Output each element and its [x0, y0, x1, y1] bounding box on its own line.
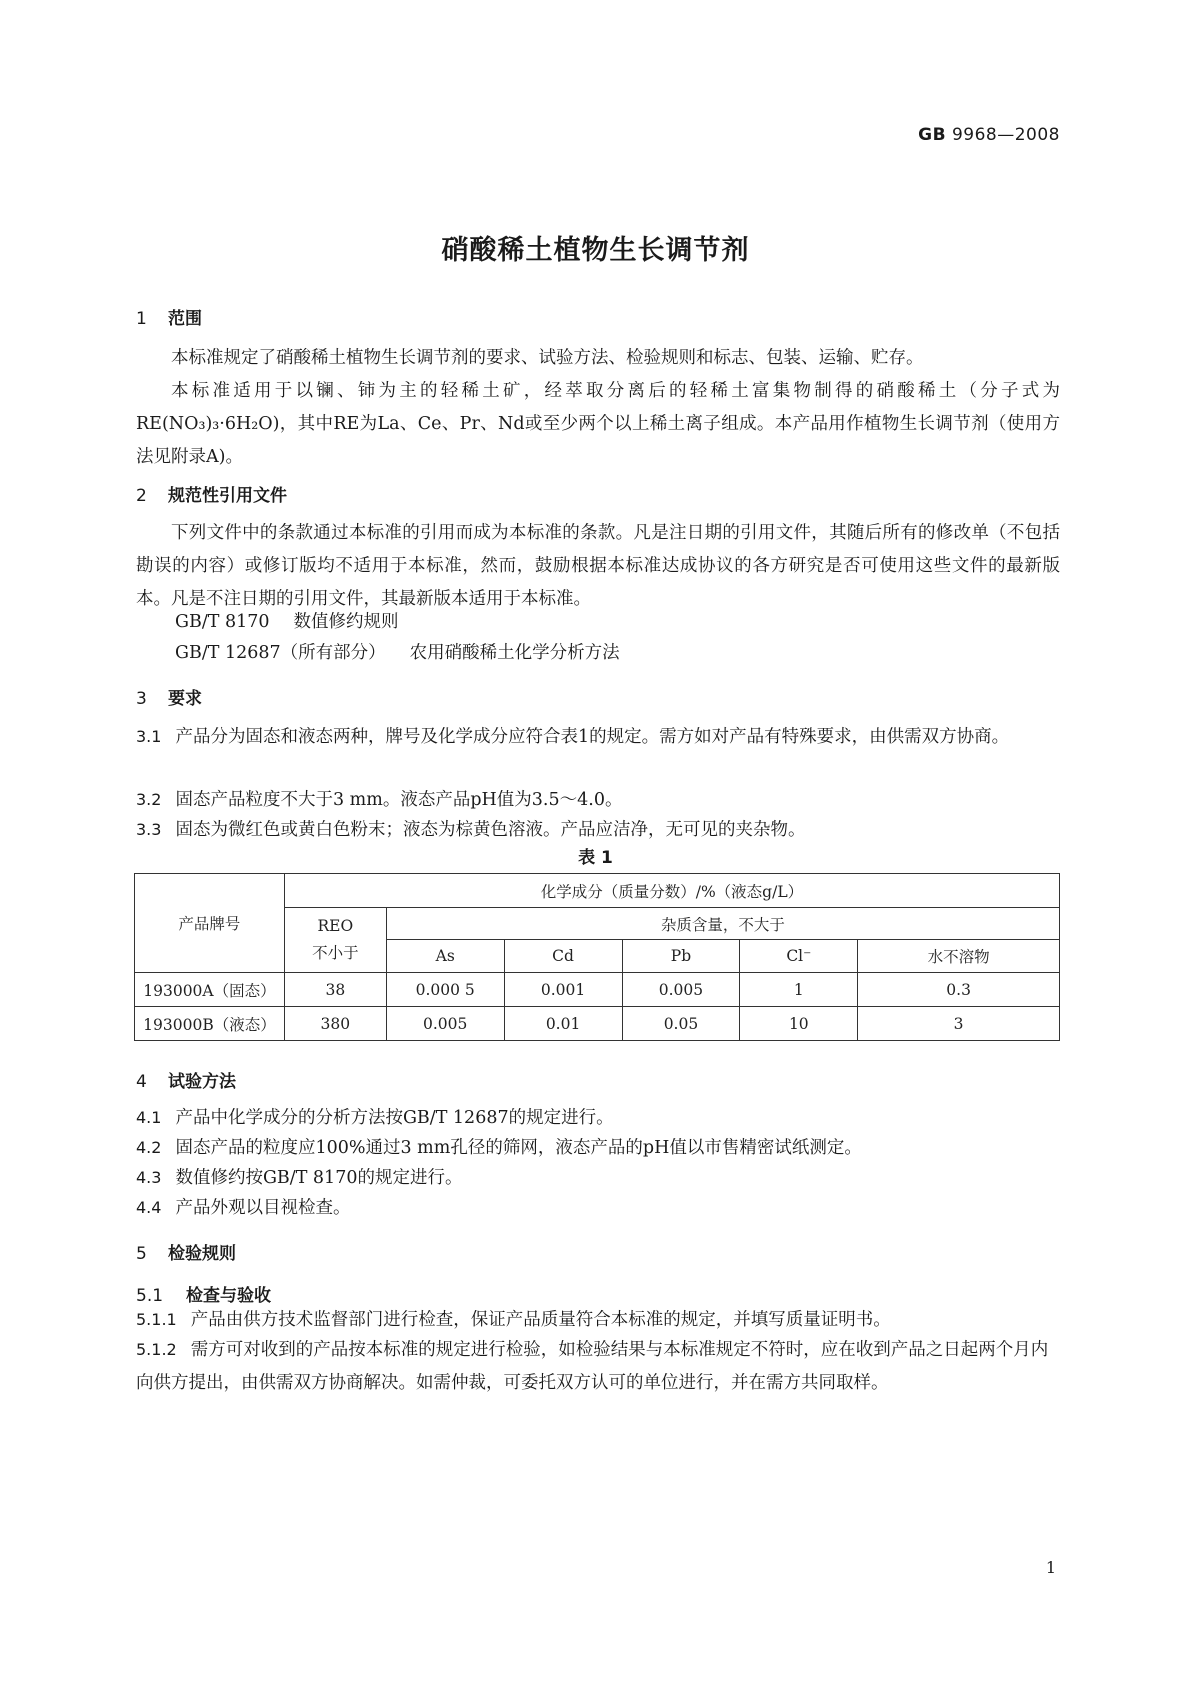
section-4-heading: 4 试验方法 [136, 1072, 236, 1092]
reference-item: GB/T 12687（所有部分） 农用硝酸稀土化学分析方法 [175, 643, 620, 663]
composition-table [134, 873, 1060, 1041]
cell-reo: 38 [284, 973, 386, 1007]
cell-insoluble: 0.3 [858, 973, 1060, 1007]
header-grade: 产品牌号 [135, 874, 285, 973]
clause-4-3: 4.3 数值修约按GB/T 8170的规定进行。 [136, 1168, 463, 1188]
paragraph: 本标准规定了硝酸稀土植物生长调节剂的要求、试验方法、检验规则和标志、包装、运输、贮存。 [171, 348, 924, 368]
paragraph: 本标准适用于以镧、铈为主的轻稀土矿，经萃取分离后的轻稀土富集物制得的硝酸稀土（分子式为RE(NO₃)₃·6H₂O)，其中RE为La、Ce、Pr、Nd或至少两个以上稀土离子组成。本产品用作植物生长调节剂（使用方法见附录A)。 [136, 381, 1060, 467]
clause-5-1-2: 5.1.2 需方可对收到的产品按本标准的规定进行检验，如检验结果与本标准规定不符时，应在收到产品之日起两个月内向供方提出，由供需双方协商解决。如需仲裁，可委托双方认可的单位进行，并在需方共同取样。 [136, 1340, 1049, 1393]
cell-cl: 1 [740, 973, 858, 1007]
header-cl: Cl⁻ [740, 940, 858, 973]
section-3-heading: 3 要求 [136, 689, 202, 709]
clause-4-1: 4.1 产品中化学成分的分析方法按GB/T 12687的规定进行。 [136, 1108, 614, 1128]
table-caption: 表 1 [578, 848, 613, 868]
cell-as: 0.000 5 [386, 973, 504, 1007]
clause-4-2: 4.2 固态产品的粒度应100%通过3 mm孔径的筛网，液态产品的pH值以市售精密试纸测定。 [136, 1138, 862, 1158]
clause-3-3: 3.3 固态为微红色或黄白色粉末；液态为棕黄色溶液。产品应洁净，无可见的夹杂物。 [136, 820, 806, 840]
table-row [135, 973, 1060, 1007]
header-chemical: 化学成分（质量分数）/%（液态g/L） [284, 874, 1059, 908]
cell-cl: 10 [740, 1007, 858, 1041]
paragraph: 下列文件中的条款通过本标准的引用而成为本标准的条款。凡是注日期的引用文件，其随后所有的修改单（不包括勘误的内容）或修订版均不适用于本标准，然而，鼓励根据本标准达成协议的各方研究是否可使用这些文件的最新版本。凡是不注日期的引用文件，其最新版本适用于本标准。 [136, 523, 1060, 609]
standard-code: GB 9968—2008 [918, 125, 1060, 145]
header-pb: Pb [622, 940, 740, 973]
cell-as: 0.005 [386, 1007, 504, 1041]
section-2-body [136, 517, 1060, 616]
cell-cd: 0.001 [504, 973, 622, 1007]
table-row [135, 1007, 1060, 1041]
cell-insoluble: 3 [858, 1007, 1060, 1041]
section-2-heading: 2 规范性引用文件 [136, 486, 287, 506]
header-cd: Cd [504, 940, 622, 973]
clause-5-1-1: 5.1.1 产品由供方技术监督部门进行检查，保证产品质量符合本标准的规定，并填写质量证明书。 [136, 1310, 891, 1330]
section-5-heading: 5 检验规则 [136, 1244, 236, 1264]
cell-reo: 380 [284, 1007, 386, 1041]
cell-pb: 0.005 [622, 973, 740, 1007]
clause-3-1: 3.1 产品分为固态和液态两种，牌号及化学成分应符合表1的规定。需方如对产品有特殊要求，由供需双方协商。 [136, 727, 1010, 747]
reference-item: GB/T 8170 数值修约规则 [175, 612, 399, 632]
subsection-5-1-heading: 5.1 检查与验收 [136, 1286, 271, 1306]
section-1-body [136, 342, 1060, 474]
header-as: As [386, 940, 504, 973]
cell-grade: 193000B（液态） [135, 1007, 285, 1041]
page-number: 1 [1045, 1558, 1056, 1577]
clause-3-2: 3.2 固态产品粒度不大于3 mm。液态产品pH值为3.5～4.0。 [136, 790, 623, 810]
header-insoluble: 水不溶物 [858, 940, 1060, 973]
cell-cd: 0.01 [504, 1007, 622, 1041]
section-1-heading: 1 范围 [136, 309, 202, 329]
cell-pb: 0.05 [622, 1007, 740, 1041]
header-impurity: 杂质含量，不大于 [386, 908, 1059, 940]
document-title: 硝酸稀土植物生长调节剂 [441, 235, 750, 266]
header-reo: REO 不小于 [284, 908, 386, 973]
cell-grade: 193000A（固态） [135, 973, 285, 1007]
clause-4-4: 4.4 产品外观以目视检查。 [136, 1198, 351, 1218]
